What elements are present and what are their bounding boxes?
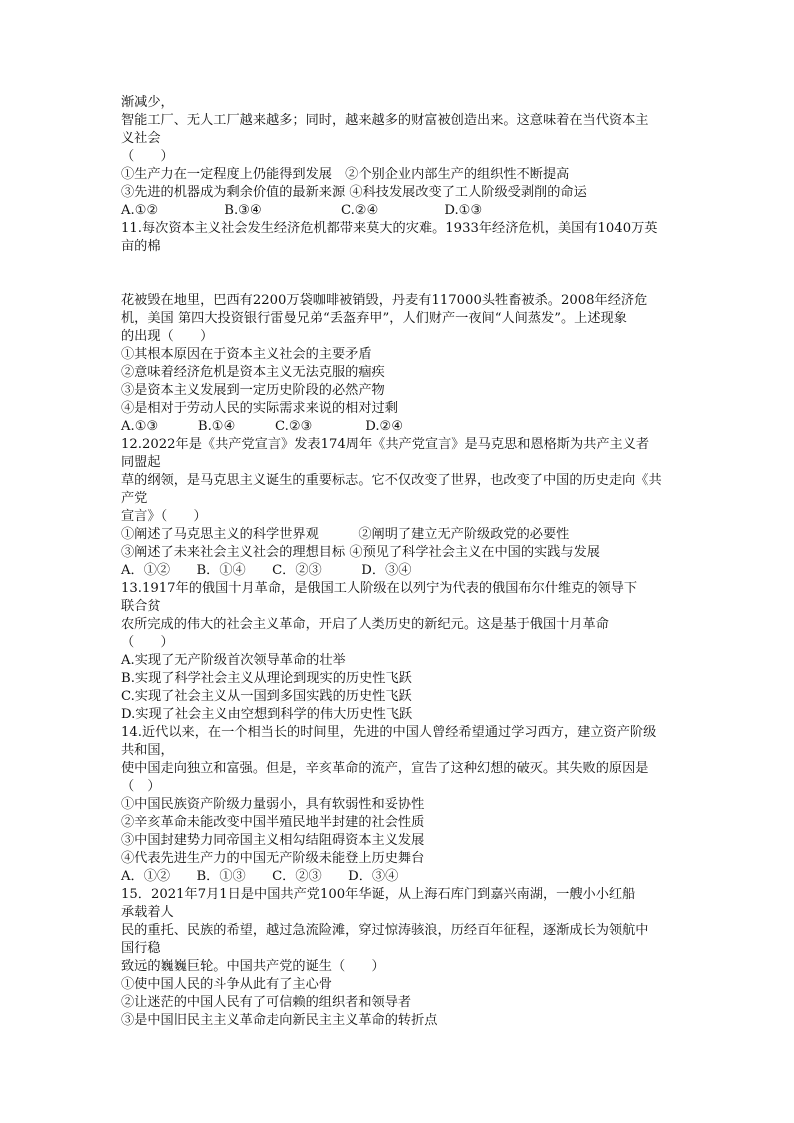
text-line: ③先进的机器成为剩余价值的最新来源 ④科技发展改变了工人阶级受剥削的命运 bbox=[121, 185, 587, 200]
text-line: 智能工厂、无人工厂越来越多；同时，越来越多的财富被创造出来。这意味着在当代资本主 bbox=[121, 113, 649, 128]
text-line: 渐减少， bbox=[121, 95, 174, 110]
text-line: 承载着人 bbox=[121, 905, 174, 920]
text-line: ①其根本原因在于资本主义社会的主要矛盾 bbox=[121, 347, 372, 362]
answer-options: A.①② B.③④ C.②④ D.①③ bbox=[121, 203, 483, 218]
text-line: ②让迷茫的中国人民有了可信赖的组织者和领导者 bbox=[121, 995, 412, 1010]
text-line: ③阐述了未来社会主义社会的理想目标 ④预见了科学社会主义在中国的实践与发展 bbox=[121, 545, 600, 560]
question-11-stem: 11.每次资本主义社会发生经济危机都带来莫大的灾难。1933年经济危机，美国有1040万英 bbox=[121, 221, 658, 236]
text-line: 民的重托、民族的希望，越过急流险滩，穿过惊涛骇浪，历经百年征程，逐渐成长为领航中 bbox=[121, 923, 649, 938]
text-line: 花被毁在地里，巴西有2200万袋咖啡被销毁，丹麦有117000头牲畜被杀。2008年经济危 bbox=[121, 293, 648, 308]
text-line: 国行稳 bbox=[121, 941, 161, 956]
text-block-top bbox=[121, 94, 686, 256]
question-12-stem: 12.2022年是《共产党宣言》发表174周年《共产党宣言》是马克思和恩格斯为共产主义者 bbox=[121, 437, 650, 452]
text-line: ④代表先进生产力的中国无产阶级未能登上历史舞台 bbox=[121, 851, 425, 866]
text-block-bottom bbox=[121, 292, 686, 1030]
text-line: ③是资本主义发展到一定历史阶段的必然产物 bbox=[121, 383, 385, 398]
text-line: ②辛亥革命未能改变中国半殖民地半封建的社会性质 bbox=[121, 815, 425, 830]
text-line: ①使中国人民的斗争从此有了主心骨 bbox=[121, 977, 332, 992]
text-line: （ ） bbox=[121, 635, 174, 650]
text-line: ④是相对于劳动人民的实际需求来说的相对过剩 bbox=[121, 401, 398, 416]
text-line: 农所完成的伟大的社会主义革命，开启了人类历史的新纪元。这是基于俄国十月革命 bbox=[121, 617, 609, 632]
option-b: B.实现了科学社会主义从理论到现实的历史性飞跃 bbox=[121, 671, 412, 686]
text-line: ①中国民族资产阶级力量弱小，具有软弱性和妥协性 bbox=[121, 797, 425, 812]
text-line: 机，美国 第四大投资银行雷曼兄弟“丢盔弃甲”，人们财产一夜间“人间蒸发”。上述现象 bbox=[121, 311, 627, 326]
text-line: 宣言》（ ） bbox=[121, 509, 207, 524]
text-line: 同盟起 bbox=[121, 455, 161, 470]
text-line: 义社会 bbox=[121, 131, 161, 146]
text-line: ①生产力在一定程度上仍能得到发展 ②个别企业内部生产的组织性不断提高 bbox=[121, 167, 570, 182]
answer-options: A．①② B．①④ C．②③ D．③④ bbox=[121, 563, 412, 578]
question-15-stem: 15．2021年7月1日是中国共产党100年华诞，从上海石库门到嘉兴南湖，一艘小小红船 bbox=[121, 887, 636, 902]
text-line: （ ） bbox=[121, 149, 174, 164]
text-line: 的出现（ ） bbox=[121, 329, 214, 344]
option-d: D.实现了社会主义由空想到科学的伟大历史性飞跃 bbox=[121, 707, 413, 722]
text-line: 联合贫 bbox=[121, 599, 161, 614]
text-line: 亩的棉 bbox=[121, 239, 161, 254]
option-a: A.实现了无产阶级首次领导革命的壮举 bbox=[121, 653, 346, 668]
text-line: ③中国封建势力同帝国主义相勾结阻碍资本主义发展 bbox=[121, 833, 425, 848]
text-line: 共和国， bbox=[121, 743, 174, 758]
blank-gap bbox=[121, 256, 686, 274]
text-line: 产党 bbox=[121, 491, 148, 506]
option-c: C.实现了社会主义从一国到多国实践的历史性飞跃 bbox=[121, 689, 412, 704]
question-13-stem: 13.1917年的俄国十月革命，是俄国工人阶级在以列宁为代表的俄国布尔什维克的领导下 bbox=[121, 581, 638, 596]
blank-gap bbox=[121, 274, 686, 292]
text-line: ②意味着经济危机是资本主义无法克服的痼疾 bbox=[121, 365, 385, 380]
text-line: ③是中国旧民主主义革命走向新民主主义革命的转折点 bbox=[121, 1013, 438, 1028]
answer-options: A.①③ B.①④ C.②③ D.②④ bbox=[121, 419, 404, 434]
text-line: 草的纲领，是马克思主义诞生的重要标志。它不仅改变了世界，也改变了中国的历史走向《共 bbox=[121, 473, 662, 488]
text-line: 致远的巍巍巨轮。中国共产党的诞生（ ） bbox=[121, 959, 385, 974]
document-page bbox=[121, 94, 686, 1030]
text-line: ①阐述了马克思主义的科学世界观 ②阐明了建立无产阶级政党的必要性 bbox=[121, 527, 570, 542]
text-line: （ ） bbox=[121, 779, 161, 794]
answer-options: A．①② B．①③ C．②③ D．③④ bbox=[121, 869, 399, 884]
question-14-stem: 14.近代以来，在一个相当长的时间里，先进的中国人曾经希望通过学习西方，建立资产阶级 bbox=[121, 725, 657, 740]
text-line: 使中国走向独立和富强。但是，辛亥革命的流产，宣告了这种幻想的破灭。其失败的原因是 bbox=[121, 761, 649, 776]
